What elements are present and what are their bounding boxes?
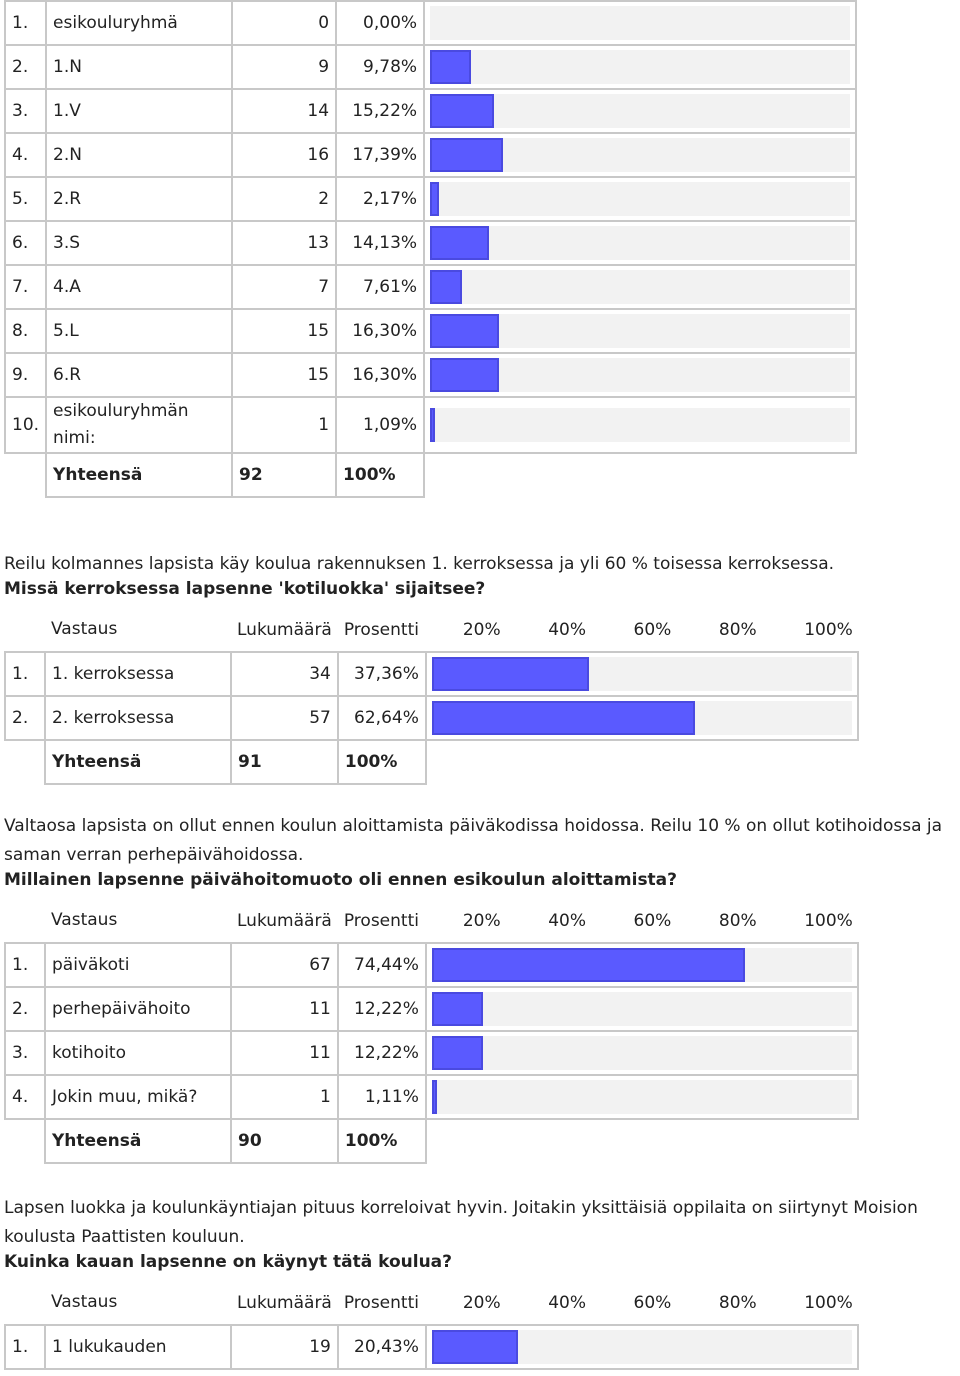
table-row: [5, 652, 858, 696]
bar-fill: [432, 1080, 437, 1114]
scale-tick-label: 20%: [462, 910, 501, 931]
row-number: 5.: [5, 177, 46, 221]
table-row: [5, 89, 856, 133]
row-answer: 5.L: [46, 309, 232, 353]
row-count: 19: [231, 1325, 338, 1369]
header-answer: Vastaus: [51, 1292, 118, 1312]
row-count: 1: [231, 1075, 338, 1119]
row-number: 8.: [5, 309, 46, 353]
header-percent: Prosentti: [343, 1292, 419, 1313]
table-row: [5, 221, 856, 265]
row-count: 1: [232, 397, 336, 453]
row-answer: perhepäivähoito: [45, 987, 231, 1031]
row-number: 1.: [5, 1, 46, 45]
bar-fill: [430, 408, 435, 442]
row-answer: 2. kerroksessa: [45, 696, 231, 740]
table-row: [5, 1325, 858, 1369]
row-number: 3.: [5, 1031, 45, 1075]
table-row: [5, 1075, 858, 1119]
bar-track: [430, 50, 850, 84]
header-percent: Prosentti: [343, 619, 419, 640]
scale-tick-label: 80%: [718, 619, 757, 640]
results-table-daycare: [4, 899, 859, 1164]
table-row: [5, 943, 858, 987]
summary-text-2: Valtaosa lapsista on ollut ennen koulun aloittamista päiväkodissa hoidossa. Reilu 10 % on ollut kotihoidossa ja saman verran perhepäivähoidossa.: [4, 816, 943, 865]
bar-track: [430, 408, 850, 442]
row-answer: 2.R: [46, 177, 232, 221]
header-scale: [426, 608, 858, 652]
total-label: Yhteensä: [45, 1119, 231, 1163]
scale-tick-label: 60%: [633, 619, 672, 640]
question-title-4: Kuinka kauan lapsenne on käynyt tätä koulua?: [4, 1252, 453, 1272]
row-number: 9.: [5, 353, 46, 397]
row-bar-cell: [426, 696, 858, 740]
scale-tick-label: 80%: [718, 910, 757, 931]
scale-tick-label: 40%: [548, 619, 586, 640]
row-percent: 74,44%: [338, 943, 426, 987]
bar-fill: [432, 657, 589, 691]
bar-fill: [430, 270, 462, 304]
header-number-cell: [5, 899, 45, 943]
row-number: 1.: [5, 1325, 45, 1369]
bar-fill: [430, 358, 498, 392]
total-label: Yhteensä: [45, 740, 231, 784]
row-count: 16: [232, 133, 336, 177]
bar-track: [430, 314, 850, 348]
bar-track: [432, 1080, 852, 1114]
row-bar-cell: [424, 133, 856, 177]
row-answer: esikouluryhmä: [46, 1, 232, 45]
question-title-3: Millainen lapsenne päivähoitomuoto oli ennen esikoulun aloittamista?: [4, 870, 678, 890]
bar-track: [430, 182, 850, 216]
header-count: Lukumäärä: [237, 1292, 332, 1313]
row-percent: 17,39%: [336, 133, 424, 177]
row-answer: 6.R: [46, 353, 232, 397]
row-percent: 1,09%: [336, 397, 424, 453]
bar-fill: [430, 314, 498, 348]
row-number: 2.: [5, 696, 45, 740]
row-count: 15: [232, 309, 336, 353]
scale-tick-label: 20%: [462, 619, 501, 640]
row-number: 4.: [5, 1075, 45, 1119]
row-answer: 2.N: [46, 133, 232, 177]
row-number: 3.: [5, 89, 46, 133]
row-number: 1.: [5, 652, 45, 696]
row-count: 13: [232, 221, 336, 265]
bar-track: [432, 657, 852, 691]
results-table-floor: [4, 608, 859, 785]
scale-tick-label: 20%: [462, 1292, 501, 1313]
row-count: 14: [232, 89, 336, 133]
row-answer: 3.S: [46, 221, 232, 265]
total-row: [5, 740, 858, 784]
row-bar-cell: [424, 177, 856, 221]
scale-tick-label: 80%: [718, 1292, 757, 1313]
row-bar-cell: [424, 45, 856, 89]
question-title-2: Missä kerroksessa lapsenne 'kotiluokka' sijaitsee?: [4, 579, 486, 599]
bar-track: [430, 94, 850, 128]
row-percent: 7,61%: [336, 265, 424, 309]
total-spacer-right: [424, 453, 856, 497]
header-scale: [426, 1281, 858, 1325]
scale-tick-label: 60%: [633, 1292, 672, 1313]
bar-fill: [432, 1330, 518, 1364]
bar-track: [432, 948, 852, 982]
row-number: 6.: [5, 221, 46, 265]
row-percent: 1,11%: [338, 1075, 426, 1119]
table-row: [5, 45, 856, 89]
bar-fill: [430, 50, 471, 84]
row-percent: 2,17%: [336, 177, 424, 221]
table-row: [5, 397, 856, 453]
row-number: 7.: [5, 265, 46, 309]
summary-text-1: Reilu kolmannes lapsista käy koulua rakennuksen 1. kerroksessa ja yli 60 % toisessa kerroksessa.: [4, 554, 835, 574]
total-label: Yhteensä: [46, 453, 232, 497]
row-percent: 62,64%: [338, 696, 426, 740]
row-count: 7: [232, 265, 336, 309]
total-percent: 100%: [336, 453, 424, 497]
scale-tick-label: 40%: [548, 1292, 586, 1313]
row-answer: 1.N: [46, 45, 232, 89]
total-spacer-right: [426, 740, 858, 784]
total-spacer: [5, 453, 46, 497]
row-number: 4.: [5, 133, 46, 177]
header-number-cell: [5, 608, 45, 652]
bar-track: [432, 1036, 852, 1070]
total-count: 90: [231, 1119, 338, 1163]
row-percent: 16,30%: [336, 309, 424, 353]
row-percent: 12,22%: [338, 987, 426, 1031]
table-row: [5, 265, 856, 309]
header-answer: Vastaus: [51, 619, 118, 639]
summary-text-3: Lapsen luokka ja koulunkäyntiajan pituus korreloivat hyvin. Joitakin yksittäisiä oppilaita on siirtynyt Moision koulusta Paattisten kouluun.: [4, 1198, 918, 1247]
row-count: 0: [232, 1, 336, 45]
row-count: 57: [231, 696, 338, 740]
row-bar-cell: [426, 1031, 858, 1075]
row-bar-cell: [426, 987, 858, 1031]
total-count: 92: [232, 453, 336, 497]
row-answer: 1. kerroksessa: [45, 652, 231, 696]
bar-fill: [432, 1036, 483, 1070]
row-bar-cell: [426, 652, 858, 696]
bar-fill: [430, 182, 439, 216]
row-answer: 4.A: [46, 265, 232, 309]
scale-ticks: [431, 911, 853, 931]
table-row: [5, 1, 856, 45]
table-row: [5, 133, 856, 177]
scale-ticks: [431, 620, 853, 640]
table-header-row: [5, 1281, 858, 1325]
row-count: 15: [232, 353, 336, 397]
bar-track: [432, 992, 852, 1026]
results-table-class: [4, 0, 857, 498]
header-percent: Prosentti: [343, 910, 419, 931]
row-bar-cell: [424, 397, 856, 453]
row-answer: 1.V: [46, 89, 232, 133]
scale-tick-label: 60%: [633, 910, 672, 931]
row-answer: esikouluryhmän nimi:: [46, 397, 232, 453]
table-row: [5, 987, 858, 1031]
total-spacer: [5, 1119, 45, 1163]
row-percent: 12,22%: [338, 1031, 426, 1075]
bar-fill: [430, 226, 489, 260]
bar-fill: [432, 701, 695, 735]
row-bar-cell: [424, 221, 856, 265]
total-spacer: [5, 740, 45, 784]
row-answer: Jokin muu, mikä?: [45, 1075, 231, 1119]
table-header-row: [5, 608, 858, 652]
row-answer: kotihoito: [45, 1031, 231, 1075]
row-bar-cell: [424, 89, 856, 133]
row-answer: 1 lukukauden: [45, 1325, 231, 1369]
bar-fill: [432, 992, 483, 1026]
bar-track: [430, 270, 850, 304]
row-bar-cell: [426, 1075, 858, 1119]
bar-track: [430, 6, 850, 40]
row-percent: 9,78%: [336, 45, 424, 89]
row-bar-cell: [424, 309, 856, 353]
row-bar-cell: [424, 265, 856, 309]
row-percent: 15,22%: [336, 89, 424, 133]
row-percent: 0,00%: [336, 1, 424, 45]
total-spacer-right: [426, 1119, 858, 1163]
bar-track: [430, 358, 850, 392]
row-number: 2.: [5, 987, 45, 1031]
table-row: [5, 696, 858, 740]
table-row: [5, 353, 856, 397]
row-count: 67: [231, 943, 338, 987]
row-answer: päiväkoti: [45, 943, 231, 987]
header-number-cell: [5, 1281, 45, 1325]
row-count: 11: [231, 987, 338, 1031]
header-scale: [426, 899, 858, 943]
row-bar-cell: [426, 943, 858, 987]
row-percent: 20,43%: [338, 1325, 426, 1369]
scale-tick-label: 100%: [804, 619, 853, 640]
bar-fill: [432, 948, 745, 982]
table-row: [5, 309, 856, 353]
row-count: 9: [232, 45, 336, 89]
results-table-duration: [4, 1281, 859, 1370]
header-count: Lukumäärä: [237, 619, 332, 640]
total-percent: 100%: [338, 740, 426, 784]
table-row: [5, 1031, 858, 1075]
total-percent: 100%: [338, 1119, 426, 1163]
row-bar-cell: [424, 1, 856, 45]
row-count: 11: [231, 1031, 338, 1075]
bar-track: [430, 138, 850, 172]
row-percent: 14,13%: [336, 221, 424, 265]
total-row: [5, 453, 856, 497]
row-bar-cell: [424, 353, 856, 397]
row-percent: 37,36%: [338, 652, 426, 696]
scale-tick-label: 100%: [804, 910, 853, 931]
bar-track: [432, 701, 852, 735]
total-row: [5, 1119, 858, 1163]
row-count: 34: [231, 652, 338, 696]
row-number: 10.: [5, 397, 46, 453]
row-number: 1.: [5, 943, 45, 987]
table-row: [5, 177, 856, 221]
bar-track: [430, 226, 850, 260]
header-count: Lukumäärä: [237, 910, 332, 931]
row-number: 2.: [5, 45, 46, 89]
bar-fill: [430, 94, 494, 128]
scale-tick-label: 100%: [804, 1292, 853, 1313]
scale-tick-label: 40%: [548, 910, 586, 931]
bar-fill: [430, 138, 503, 172]
header-answer: Vastaus: [51, 910, 118, 930]
total-count: 91: [231, 740, 338, 784]
row-percent: 16,30%: [336, 353, 424, 397]
table-header-row: [5, 899, 858, 943]
row-bar-cell: [426, 1325, 858, 1369]
row-count: 2: [232, 177, 336, 221]
scale-ticks: [431, 1293, 853, 1313]
bar-track: [432, 1330, 852, 1364]
